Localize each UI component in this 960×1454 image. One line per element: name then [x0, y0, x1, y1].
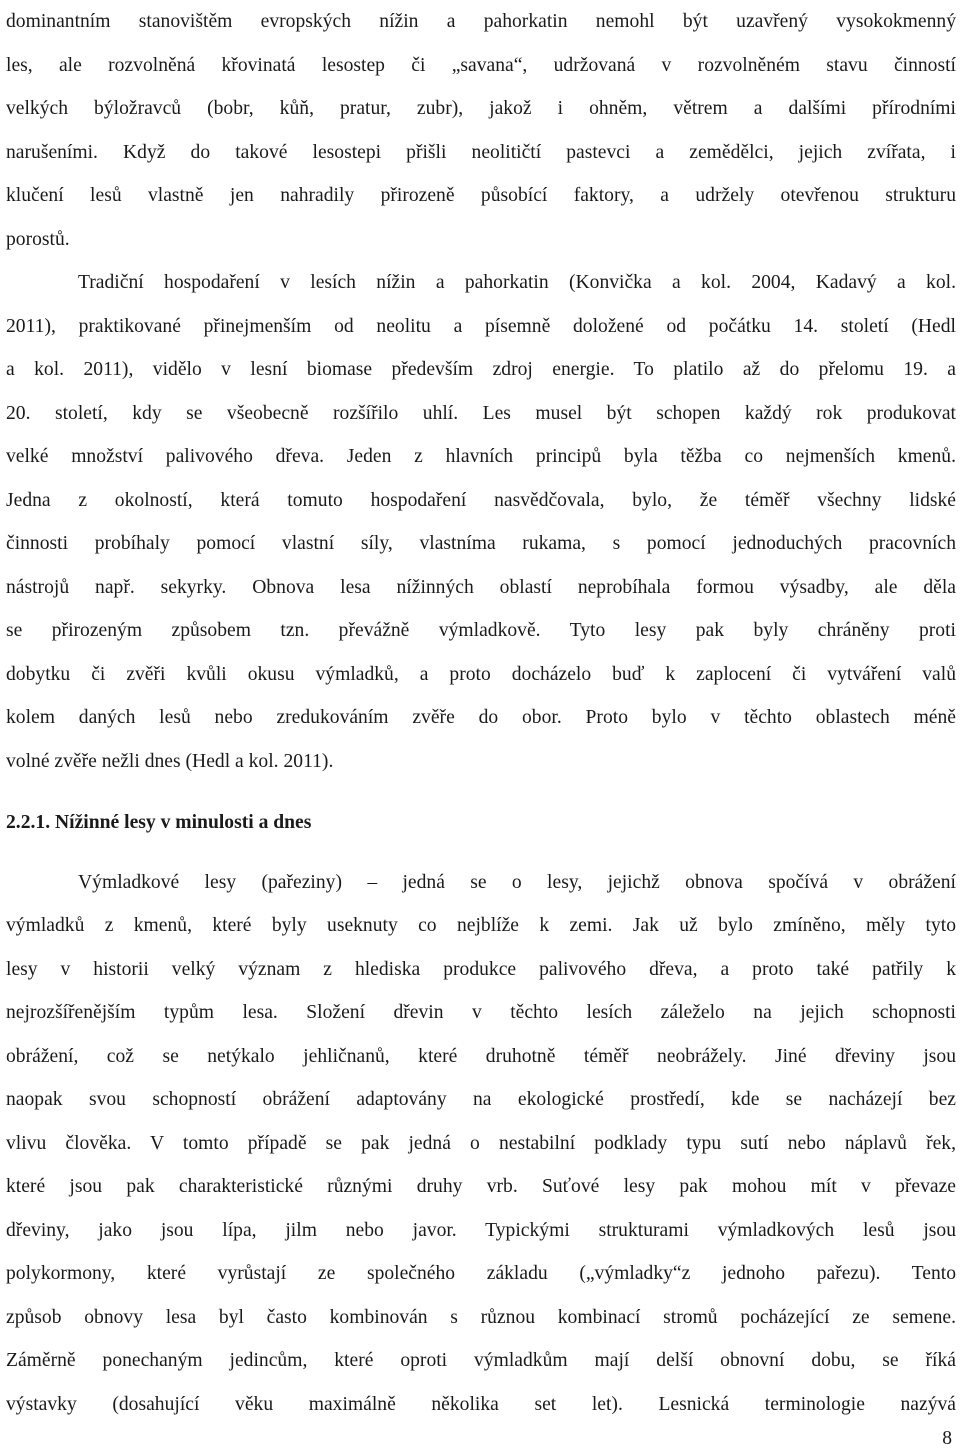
text-line: činnosti probíhaly pomocí vlastní síly, vlastníma rukama, s pomocí jednoduchých pracovních	[6, 533, 956, 554]
text-line: velké množství palivového dřeva. Jeden z hlavních principů byla těžba co nejmenších kmenů.	[6, 446, 956, 467]
text-line: způsob obnovy lesa byl často kombinován s různou kombinací stromů pocházející ze semene.	[6, 1306, 956, 1328]
text-line: výstavky (dosahující věku maximálně několika set let). Lesnická terminologie nazývá	[6, 1393, 956, 1415]
text-line: kolem daných lesů nebo zredukováním zvěře do obor. Proto bylo v těchto oblastech méně	[6, 707, 956, 728]
text-line: lesy v historii velký význam z hlediska produkce palivového dřeva, a proto také patřily k	[6, 958, 956, 980]
text-line: které jsou pak charakteristické různými druhy vrb. Suťové lesy pak mohou mít v převaze	[6, 1176, 956, 1197]
paragraph-2	[6, 261, 956, 783]
text-line: Tradiční hospodaření v lesích nížin a pahorkatin (Konvička a kol. 2004, Kadavý a kol.	[78, 272, 956, 293]
text-line: polykormony, které vyrůstají ze společného základu („výmladky“z jednoho pařezu). Tento	[6, 1263, 956, 1284]
text-line: klučení lesů vlastně jen nahradily přirozeně působící faktory, a udržely otevřenou strukturu	[6, 185, 956, 206]
text-line: 20. století, kdy se všeobecně rozšířilo uhlí. Les musel být schopen každý rok produkovat	[6, 402, 956, 424]
text-line: nástrojů např. sekyrky. Obnova lesa nížinných oblastí neprobíhala formou výsadby, ale děla	[6, 576, 956, 598]
text-line: se přirozeným způsobem tzn. převážně výmladkově. Tyto lesy pak byly chráněny proti	[6, 620, 956, 641]
text-line: les, ale rozvolněná křovinatá lesostep či „savana“, udržovaná v rozvolněném stavu činností	[6, 54, 956, 76]
text-line: obrážení, což se netýkalo jehličnanů, které druhotně téměř neobrážely. Jiné dřeviny jsou	[6, 1045, 956, 1067]
text-line: Záměrně ponechaným jedincům, které oproti výmladkům mají delší obnovní dobu, se říká	[6, 1350, 956, 1371]
text-line: naopak svou schopností obrážení adaptovány na ekologické prostředí, kde se nacházejí bez	[6, 1089, 956, 1110]
text-line: porostů.	[6, 228, 70, 250]
page-number: 8	[942, 1428, 952, 1449]
text-line: volné zvěře nežli dnes (Hedl a kol. 2011).	[6, 750, 334, 772]
text-line: 2011), praktikované přinejmenším od neolitu a písemně doložené od počátku 14. století (Hedl	[6, 315, 956, 337]
text-line: dobytku či zvěři kvůli okusu výmladků, a proto docházelo buď k zaplocení či vytváření valů	[6, 663, 956, 685]
text-line: dominantním stanovištěm evropských nížin a pahorkatin nemohl být uzavřený vysokokmenný	[6, 11, 956, 32]
text-line: nejrozšířenějším typům lesa. Složení dřevin v těchto lesích záleželo na jejich schopnosti	[6, 1002, 956, 1023]
section-title: Nížinné lesy v minulosti a dnes	[55, 812, 312, 833]
text-line: a kol. 2011), vidělo v lesní biomase především zdroj energie. To platilo až do přelomu 19. a	[6, 359, 956, 380]
paragraph-3	[6, 861, 956, 1427]
text-line: vlivu člověka. V tomto případě se pak jedná o nestabilní podklady typu sutí nebo náplavů řek,	[6, 1132, 956, 1154]
section-heading	[6, 801, 956, 845]
document-page	[6, 0, 956, 1426]
section-number: 2.2.1.	[6, 812, 51, 833]
text-line: dřeviny, jako jsou lípa, jilm nebo javor. Typickými strukturami výmladkových lesů jsou	[6, 1219, 956, 1241]
text-line: Výmladkové lesy (pařeziny) – jedná se o lesy, jejichž obnova spočívá v obrážení	[78, 871, 956, 893]
text-line: Jedna z okolností, která tomuto hospodaření nasvědčovala, bylo, že téměř všechny lidské	[6, 489, 956, 511]
text-line: výmladků z kmenů, které byly useknuty co nejblíže k zemi. Jak už bylo zmíněno, měly tyto	[6, 915, 956, 936]
text-line: narušeními. Když do takové lesostepi přišli neolitičtí pastevci a zemědělci, jejich zvířata, i	[6, 141, 956, 163]
text-line: velkých býložravců (bobr, kůň, pratur, zubr), jakož i ohněm, větrem a dalšími přírodními	[6, 98, 956, 119]
paragraph-1	[6, 0, 956, 261]
